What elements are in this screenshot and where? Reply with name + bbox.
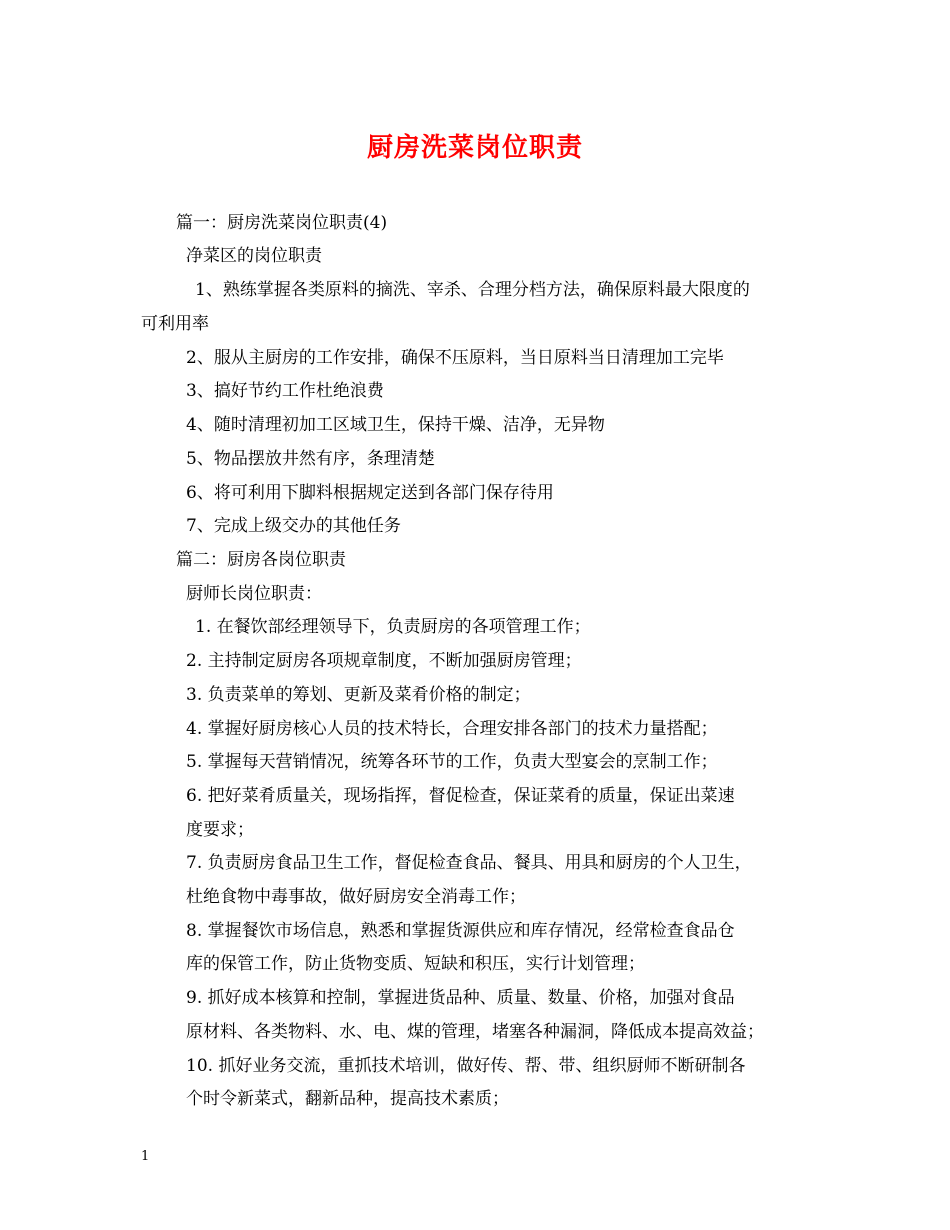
section2-item-9-cont: 原材料、各类物料、水、电、煤的管理，堵塞各种漏洞，降低成本提高效益； bbox=[186, 1022, 764, 1042]
section2-item-10: 10. 抓好业务交流，重抓技术培训，做好传、帮、带、组织厨师不断研制各 bbox=[186, 1056, 746, 1076]
section1-item-1-cont: 可利用率 bbox=[141, 314, 209, 334]
section2-item-4: 4. 掌握好厨房核心人员的技术特长，合理安排各部门的技术力量搭配； bbox=[186, 719, 718, 739]
section2-item-8: 8. 掌握餐饮市场信息，熟悉和掌握货源供应和库存情况，经常检查食品仓 bbox=[186, 921, 735, 941]
section1-item-5: 5、物品摆放井然有序，条理清楚 bbox=[186, 449, 435, 469]
document-title: 厨房洗菜岗位职责 bbox=[366, 133, 583, 163]
section2-item-3: 3. 负责菜单的筹划、更新及菜肴价格的制定； bbox=[186, 685, 531, 705]
section2-item-9: 9. 抓好成本核算和控制，掌握进货品种、质量、数量、价格，加强对食品 bbox=[186, 988, 735, 1008]
section2-item-6: 6. 把好菜肴质量关，现场指挥，督促检查，保证菜肴的质量，保证出菜速 bbox=[186, 786, 735, 806]
section1-item-2: 2、服从主厨房的工作安排，确保不压原料，当日原料当日清理加工完毕 bbox=[186, 348, 724, 368]
section1-item-6: 6、将可利用下脚料根据规定送到各部门保存待用 bbox=[186, 483, 554, 503]
section2-item-6-cont: 度要求； bbox=[186, 820, 254, 840]
section2-item-5: 5. 掌握每天营销情况，统筹各环节的工作，负责大型宴会的烹制工作； bbox=[186, 752, 718, 772]
section2-item-7-cont: 杜绝食物中毒事故，做好厨房安全消毒工作； bbox=[186, 887, 526, 907]
section1-item-3: 3、搞好节约工作杜绝浪费 bbox=[186, 381, 384, 401]
section1-subheading: 净菜区的岗位职责 bbox=[186, 246, 322, 266]
section1-item-4: 4、随时清理初加工区域卫生，保持干燥、洁净，无异物 bbox=[186, 415, 605, 435]
section1-item-7: 7、完成上级交办的其他任务 bbox=[186, 516, 401, 536]
section2-item-10-cont: 个时令新菜式，翻新品种，提高技术素质； bbox=[186, 1089, 509, 1109]
section1-item-1: 1、熟练掌握各类原料的摘洗、宰杀、合理分档方法，确保原料最大限度的 bbox=[195, 280, 750, 300]
section2-item-2: 2. 主持制定厨房各项规章制度，不断加强厨房管理； bbox=[186, 651, 582, 671]
section2-subheading: 厨师长岗位职责： bbox=[186, 584, 322, 604]
section2-heading: 篇二：厨房各岗位职责 bbox=[176, 550, 346, 570]
section2-item-1: 1. 在餐饮部经理领导下，负责厨房的各项管理工作； bbox=[195, 617, 591, 637]
section2-item-8-cont: 库的保管工作，防止货物变质、短缺和积压，实行计划管理； bbox=[186, 954, 645, 974]
section1-heading: 篇一：厨房洗菜岗位职责(4) bbox=[176, 213, 388, 233]
page-number: 1 bbox=[141, 1149, 150, 1164]
section2-item-7: 7. 负责厨房食品卫生工作，督促检查食品、餐具、用具和厨房的个人卫生， bbox=[186, 853, 752, 873]
